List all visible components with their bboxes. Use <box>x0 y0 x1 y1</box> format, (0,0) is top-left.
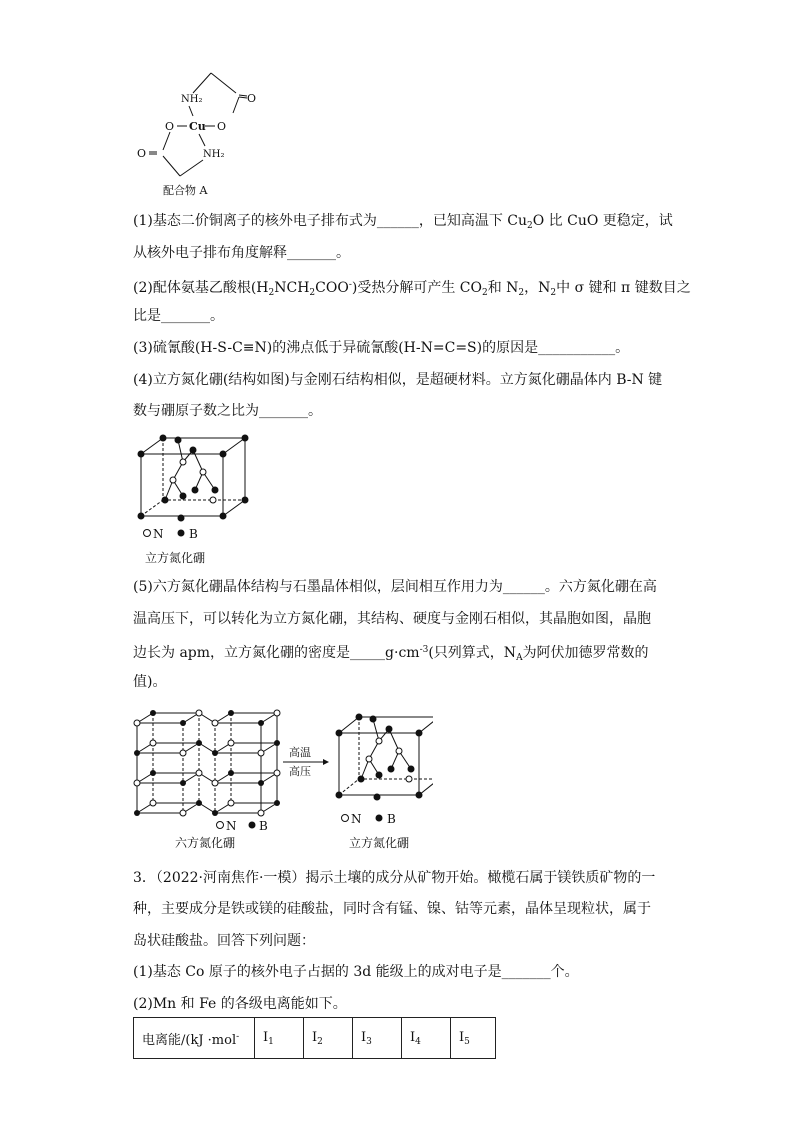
question-5-line2: 温高压下，可以转化为立方氮化硼，其结构、硬度与金刚石相似，其晶胞如图，晶胞 <box>133 611 651 627</box>
atom-nh2-bottom: NH₂ <box>203 149 225 160</box>
question-2: (2)配体氨基乙酸根$(H_2NCH_2COO^-)$受热分解可产生 $CO_2$和 $N_2$，$N_2$中 σ 键和 π 键数目之 <box>133 280 691 298</box>
atom-o-left: O <box>165 120 175 133</box>
question-1: (1)基态二价铜离子的核外电子排布式为______，已知高温下 $Cu_2O$ 比 CuO 更稳定，试 <box>133 213 673 231</box>
atom-cu: Cu <box>189 120 206 133</box>
problem-3-stem: 3．（2022·河南焦作·一模）揭示土壤的成分从矿物开始。橄榄石属于镁铁质矿物的一 <box>133 870 656 886</box>
question-1-line2: 从核外电子排布角度解释_______。 <box>133 245 350 261</box>
question-4: (4)立方氮化硼(结构如图)与金刚石结构相似，是超硬材料。立方氮化硼晶体内 B-N 键 <box>133 372 663 388</box>
table-row <box>134 1018 496 1059</box>
question-3: (3)硫氰酸(H-S-C≡N)的沸点低于异硫氰酸(H-N=C=S)的原因是___________。 <box>133 340 630 356</box>
legend-n: N <box>153 527 164 541</box>
cubic-legend-b: B <box>387 812 396 826</box>
question-5-line4: 值)。 <box>133 674 167 690</box>
table-cell: $I_5$ <box>451 1018 496 1059</box>
table-cell: $I_2$ <box>304 1018 353 1059</box>
figure-caption-cubic-bn: 立方氮化硼 <box>145 551 206 565</box>
hex-legend-b: B <box>259 819 268 833</box>
question-2-line2: 比是_______。 <box>133 308 224 324</box>
bn-transformation-figure <box>133 705 433 855</box>
table-cell: $I_4$ <box>402 1018 451 1059</box>
question-5: (5)六方氮化硼晶体结构与石墨晶体相似，层间相互作用力为______。六方氮化硼在高 <box>133 579 657 595</box>
hex-legend-n: N <box>226 819 237 833</box>
complex-a-structure <box>133 68 273 200</box>
atom-o-double-right: O <box>247 92 257 105</box>
arrow-label-top: 高温 <box>289 746 311 759</box>
table-cell: $I_3$ <box>353 1018 402 1059</box>
atom-o-right: O <box>217 120 227 133</box>
atom-o-double-left: O <box>137 147 147 160</box>
cubic-bn-figure <box>133 432 253 570</box>
problem-3-stem-line2: 种，主要成分是铁或镁的硅酸盐，同时含有锰、镍、钴等元素，晶体呈现粒状，属于 <box>133 901 651 917</box>
ionization-energy-table <box>133 1017 496 1059</box>
problem-3-question-2: (2)Mn 和 Fe 的各级电离能如下。 <box>133 996 347 1012</box>
problem-3-stem-line3: 岛状硅酸盐。回答下列问题： <box>133 933 315 949</box>
question-5-line3: 边长为 apm，立方氮化硼的密度是$\_\_\_\_\_g\cdot cm^{-3}$(只列算式，$N_A$为阿伏加德罗常数的 <box>133 645 649 663</box>
problem-3-question-1: (1)基态 Co 原子的核外电子占据的 3d 能级上的成对电子是_______个。 <box>133 964 579 980</box>
hex-caption: 六方氮化硼 <box>175 836 236 850</box>
atom-nh2-top: NH₂ <box>181 94 203 105</box>
cubic-caption: 立方氮化硼 <box>349 836 410 850</box>
table-header-cell: 电离能/(kJ ·mol- <box>134 1018 255 1059</box>
arrow-label-bottom: 高压 <box>289 765 311 778</box>
legend-b: B <box>189 527 198 541</box>
cubic-legend-n: N <box>351 812 362 826</box>
table-cell: $I_1$ <box>255 1018 304 1059</box>
question-4-line2: 数与硼原子数之比为_______。 <box>133 403 322 419</box>
figure-caption-complex-a: 配合物 A <box>163 184 208 197</box>
